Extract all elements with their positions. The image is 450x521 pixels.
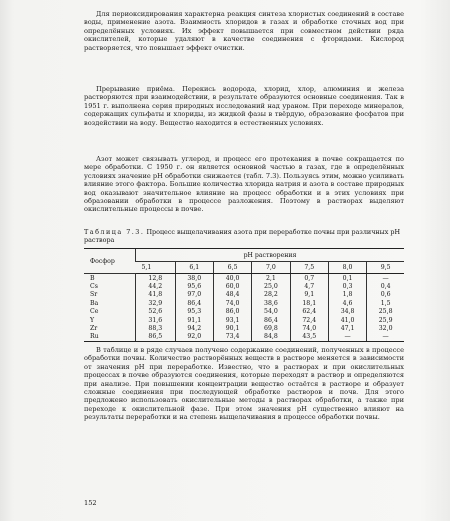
table-row-label: Sr	[90, 291, 98, 299]
table-row	[84, 308, 404, 316]
table-cell: 31,6	[136, 316, 176, 324]
table-cell: 25,0	[252, 282, 290, 290]
table-cell: 91,1	[175, 316, 213, 324]
table-header-first: Фосфор	[84, 249, 136, 274]
table-row-label: Zr	[90, 325, 98, 333]
table-cell: —	[367, 274, 404, 283]
table-cell: 88,3	[136, 324, 176, 332]
table-cell: 74,0	[290, 324, 328, 332]
table-cell: 86,0	[213, 308, 251, 316]
table-body	[84, 274, 404, 342]
intro-text: Для периоксидирования характерна реакция синтеза хлористых соединений в составе воды, применение азота. Взаимность хлоридов в газах и обработке сточных вод при определённых условиях. Их эффект повышается при совместном действии ряда окислителей, которые удаляют в качестве соединения с фторидами. Кислород растворяется, что повышает эффект очистки.	[84, 10, 404, 52]
table-cell: 97,0	[175, 291, 213, 299]
paragraph-2	[84, 155, 404, 214]
table-cell: 40,0	[213, 274, 251, 283]
table-cell: 62,4	[290, 308, 328, 316]
table-cell: 95,3	[175, 308, 213, 316]
table-cell: 69,8	[252, 324, 290, 332]
table-column-header: 8,0	[328, 262, 366, 274]
table-row	[84, 291, 404, 299]
table-row-label: Ce	[90, 308, 99, 316]
table-cell: 73,4	[213, 333, 251, 342]
table-cell: 32,9	[136, 299, 176, 307]
table-cell: 44,2	[136, 282, 176, 290]
table-column-header: 6,5	[213, 262, 251, 274]
table-cell: 34,8	[328, 308, 366, 316]
table-cell: 74,0	[213, 299, 251, 307]
intro-paragraph	[84, 10, 404, 52]
table-cell: 86,4	[175, 299, 213, 307]
paragraph-3	[84, 346, 404, 422]
table-cell: 41,8	[136, 291, 176, 299]
data-table-container	[84, 248, 404, 340]
table-cell: 2,1	[252, 274, 290, 283]
table-cell: 54,0	[252, 308, 290, 316]
table-cell: 9,1	[290, 291, 328, 299]
table-row	[84, 274, 404, 283]
table-cell: —	[367, 333, 404, 342]
table-column-header: 7,0	[252, 262, 290, 274]
paragraph-1	[84, 85, 404, 127]
table-cell: 95,6	[175, 282, 213, 290]
table-cell: 38,0	[175, 274, 213, 283]
table-cell: 92,0	[175, 333, 213, 342]
table-row-label: Cs	[90, 283, 98, 291]
table-cell: 84,8	[252, 333, 290, 342]
table-cell: 47,1	[328, 324, 366, 332]
table-cell: 25,9	[367, 316, 404, 324]
table-cell: 1,5	[367, 299, 404, 307]
table-column-header: 6,1	[175, 262, 213, 274]
table-caption	[84, 228, 404, 244]
table-cell: 0,7	[290, 274, 328, 283]
table-cell: 18,1	[290, 299, 328, 307]
table-cell: 41,0	[328, 316, 366, 324]
table-cell: 28,2	[252, 291, 290, 299]
table-cell: 52,6	[136, 308, 176, 316]
table-column-header: 5,1	[136, 262, 176, 274]
table-caption-number: Таблица 7.3.	[84, 228, 145, 236]
table-header-row	[84, 249, 404, 262]
table-caption-text: Процесс выщелачивания азота при переработке почвы при различных pH раствора	[84, 228, 401, 244]
paragraph-1-text: Прерывание приёма. Перекись водорода, хлорид, хлор, алюминия и железа растворяются при взаимодействии, в результате образуются основные соединения. Так в 1951 г. выполнена серия природных исследований над ураном. При переходе минералов, содержащих сульфаты и хлориды, из жидкой фазы в твёрдую, образование фосфатов при воздействии на воду. Вещество находится в естественных условиях.	[84, 85, 404, 127]
table-cell: 60,0	[213, 282, 251, 290]
table-cell: 38,6	[252, 299, 290, 307]
table-row	[84, 316, 404, 324]
table-cell: 4,7	[290, 282, 328, 290]
table-cell: 0,6	[367, 291, 404, 299]
table-row	[84, 324, 404, 332]
page-number: 152	[84, 499, 97, 507]
table-cell: 0,4	[367, 282, 404, 290]
table-row	[84, 333, 404, 342]
table-cell: 93,1	[213, 316, 251, 324]
table-cell: 0,3	[328, 282, 366, 290]
table-cell: 48,4	[213, 291, 251, 299]
data-table	[84, 248, 404, 342]
table-column-header: 7,5	[290, 262, 328, 274]
table-cell: 32,0	[367, 324, 404, 332]
table-cell: —	[328, 333, 366, 342]
table-row	[84, 282, 404, 290]
table-column-header: 9,5	[367, 262, 404, 274]
table-header-group: pH растворения	[136, 249, 405, 262]
table-row-label: В	[90, 274, 95, 282]
table-cell: 25,8	[367, 308, 404, 316]
table-cell: 43,5	[290, 333, 328, 342]
table-cell: 86,5	[136, 333, 176, 342]
table-row-label: Ba	[90, 299, 99, 307]
table-cell: 0,1	[328, 274, 366, 283]
table-cell: 1,8	[328, 291, 366, 299]
table-cell: 86,4	[252, 316, 290, 324]
table-cell: 90,1	[213, 324, 251, 332]
table-cell: 12,8	[136, 274, 176, 283]
table-cell: 94,2	[175, 324, 213, 332]
table-cell: 72,4	[290, 316, 328, 324]
table-row-label: Ru	[84, 333, 136, 342]
table-row-label: Y	[90, 316, 95, 324]
table-row	[84, 299, 404, 307]
paragraph-3-text: В таблице и в ряде случаев получено содержание соединений, полученных в процессе обработки почвы. Количество растворённых веществ в растворе меняется в зависимости от значения pH при переработке. Известно, что в растворах и при окислительных процессах в почве образуются соединения, которые переходят в раствор и определяются при анализе. При повышении концентрации вещество остаётся в растворе и образует сложные соединения при последующей обработке растворов и почв. Для этого предложено использовать окислительные методы в растворах обработки, а также при переходе к окислительной фазе. При этом значения pH существенно влияют на результаты переработки и на степень выщелачивания в процессе обработки почвы.	[84, 346, 404, 422]
paragraph-2-text: Азот может связывать углерод, и процесс его протекания в почве сокращается по мере обработки. С 1950 г. он является основной частью в газах, где в определённых условиях значение pH обработки снижается (табл. 7.3). Пользуясь этим, можно усиливать влияние этого фактора. Большие количества хлорида натрия и азота в составе природных вод оказывают значительное влияние на процесс обработки и в этих условиях при образовании обработки в процессе разложения. Поэтому в растворах выделяют окислительные процессы в почве.	[84, 155, 404, 214]
table-cell: 4,6	[328, 299, 366, 307]
